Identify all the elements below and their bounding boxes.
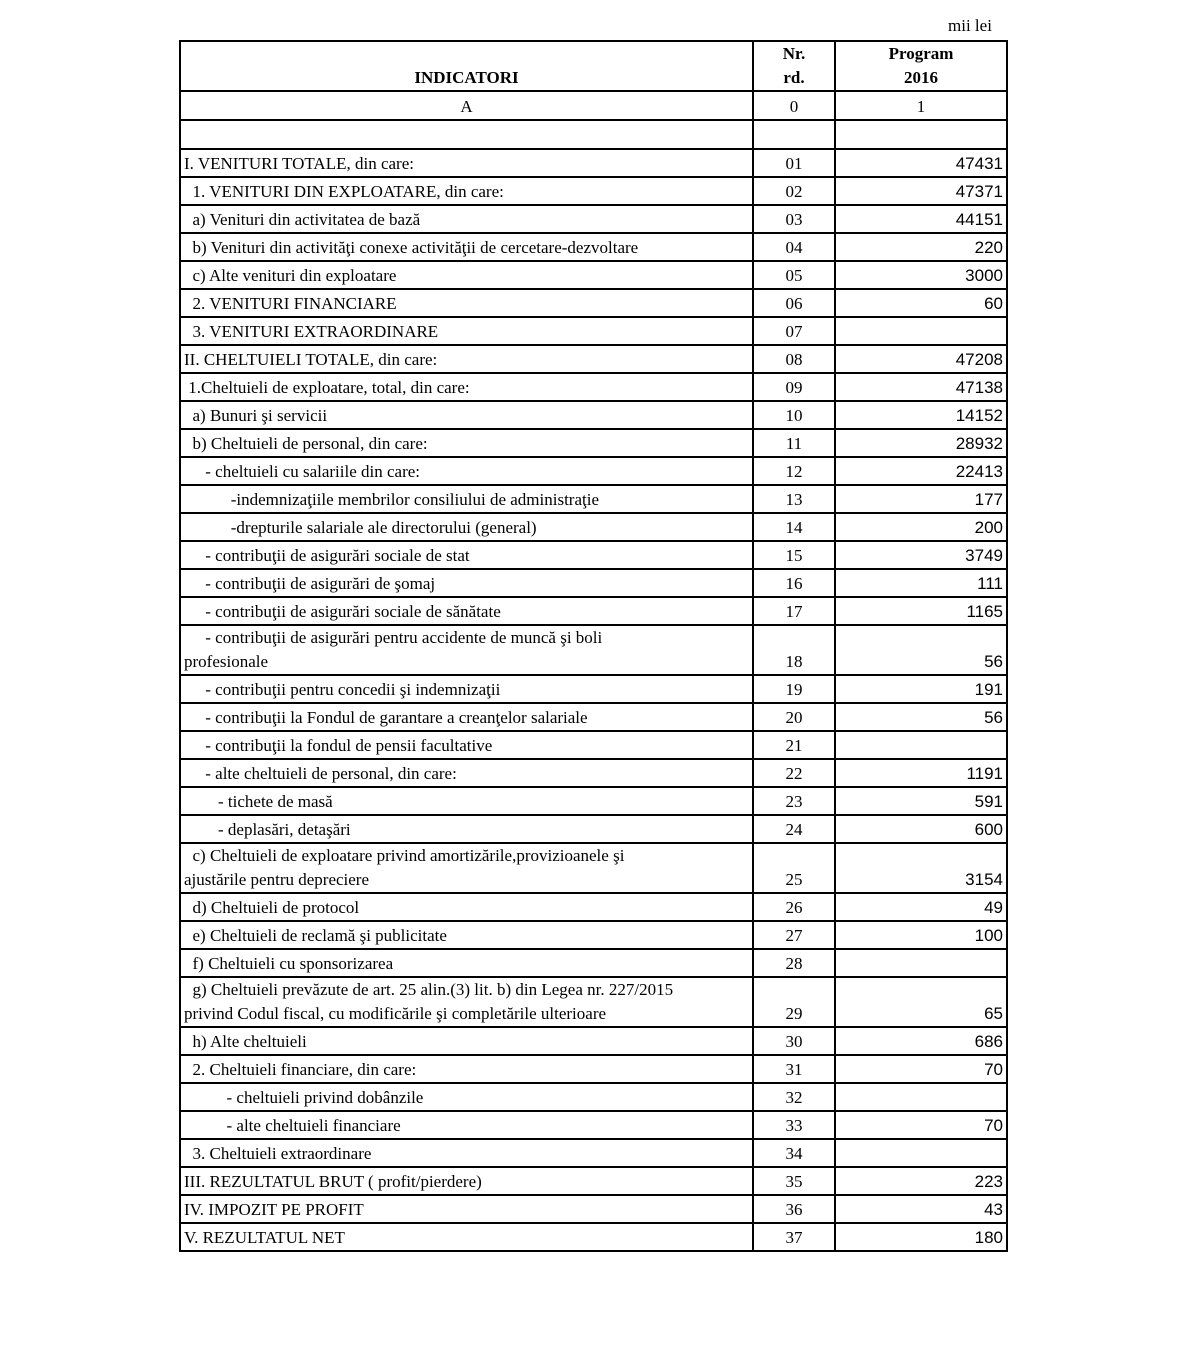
indicator-label: - contribuţii de asigurări de şomaj — [180, 569, 753, 597]
header-nr-line2: rd. — [783, 68, 805, 87]
indicator-label: a) Venituri din activitatea de bază — [180, 205, 753, 233]
table-row — [180, 1167, 1007, 1195]
indicator-label: - contribuţii la Fondul de garantare a creanţelor salariale — [180, 703, 753, 731]
indicator-label: III. REZULTATUL BRUT ( profit/pierdere) — [180, 1167, 753, 1195]
program-value: 28932 — [835, 429, 1007, 457]
table-row — [180, 205, 1007, 233]
indicator-label: V. REZULTATUL NET — [180, 1223, 753, 1251]
table-row — [180, 401, 1007, 429]
row-number: 29 — [753, 977, 835, 1027]
indicator-label: - tichete de masă — [180, 787, 753, 815]
row-number: 22 — [753, 759, 835, 787]
table-row — [180, 921, 1007, 949]
program-value: 22413 — [835, 457, 1007, 485]
indicator-label: IV. IMPOZIT PE PROFIT — [180, 1195, 753, 1223]
blank-cell — [180, 120, 753, 149]
blank-row — [180, 120, 1007, 149]
column-index-0: 0 — [753, 91, 835, 120]
table-row — [180, 289, 1007, 317]
indicator-label: -indemnizaţiile membrilor consiliului de administraţie — [180, 485, 753, 513]
row-number: 20 — [753, 703, 835, 731]
row-number: 02 — [753, 177, 835, 205]
table-row — [180, 149, 1007, 177]
table-row — [180, 731, 1007, 759]
table-row — [180, 429, 1007, 457]
table-row — [180, 177, 1007, 205]
table-row — [180, 373, 1007, 401]
blank-cell — [835, 120, 1007, 149]
header-nr-rd — [753, 41, 835, 91]
table-row — [180, 513, 1007, 541]
row-number: 11 — [753, 429, 835, 457]
program-value: 111 — [835, 569, 1007, 597]
row-number: 08 — [753, 345, 835, 373]
table-row — [180, 317, 1007, 345]
table-row — [180, 815, 1007, 843]
row-number: 23 — [753, 787, 835, 815]
indicator-label: a) Bunuri şi servicii — [180, 401, 753, 429]
row-number: 07 — [753, 317, 835, 345]
table-row — [180, 569, 1007, 597]
indicator-label: -drepturile salariale ale directorului (general) — [180, 513, 753, 541]
table-row — [180, 625, 1007, 675]
indicator-label: 3. VENITURI EXTRAORDINARE — [180, 317, 753, 345]
table-row — [180, 675, 1007, 703]
row-number: 12 — [753, 457, 835, 485]
table-row — [180, 1223, 1007, 1251]
row-number: 17 — [753, 597, 835, 625]
program-value: 60 — [835, 289, 1007, 317]
row-number: 32 — [753, 1083, 835, 1111]
indicator-label: b) Venituri din activităţi conexe activităţii de cercetare-dezvoltare — [180, 233, 753, 261]
program-value: 47208 — [835, 345, 1007, 373]
table-row — [180, 457, 1007, 485]
program-value: 47138 — [835, 373, 1007, 401]
row-number: 16 — [753, 569, 835, 597]
program-value: 47371 — [835, 177, 1007, 205]
table-row — [180, 893, 1007, 921]
program-value — [835, 317, 1007, 345]
table-row — [180, 233, 1007, 261]
table-row — [180, 485, 1007, 513]
row-number: 21 — [753, 731, 835, 759]
indicator-label: - contribuţii de asigurări sociale de sănătate — [180, 597, 753, 625]
row-number: 24 — [753, 815, 835, 843]
row-number: 31 — [753, 1055, 835, 1083]
indicator-label: 2. VENITURI FINANCIARE — [180, 289, 753, 317]
indicator-label: 1. VENITURI DIN EXPLOATARE, din care: — [180, 177, 753, 205]
table-row — [180, 1195, 1007, 1223]
indicator-label: - contribuţii de asigurări pentru accidente de muncă şi boli profesionale — [180, 625, 753, 675]
column-index-1: 1 — [835, 91, 1007, 120]
table-row — [180, 1055, 1007, 1083]
row-number: 18 — [753, 625, 835, 675]
table-row — [180, 703, 1007, 731]
row-number: 33 — [753, 1111, 835, 1139]
table-row — [180, 345, 1007, 373]
table-row — [180, 1027, 1007, 1055]
indicator-label: c) Alte venituri din exploatare — [180, 261, 753, 289]
table-row — [180, 977, 1007, 1027]
header-nr-line1: Nr. — [782, 44, 806, 63]
header-program — [835, 41, 1007, 91]
program-value: 1191 — [835, 759, 1007, 787]
unit-label: mii lei — [948, 16, 992, 35]
program-value: 65 — [835, 977, 1007, 1027]
row-number: 01 — [753, 149, 835, 177]
header-indicatori: INDICATORI — [180, 41, 753, 91]
program-value: 3000 — [835, 261, 1007, 289]
row-number: 26 — [753, 893, 835, 921]
row-number: 25 — [753, 843, 835, 893]
table-row — [180, 541, 1007, 569]
row-number: 15 — [753, 541, 835, 569]
table-body — [180, 149, 1007, 1251]
table-row — [180, 843, 1007, 893]
row-number: 30 — [753, 1027, 835, 1055]
indicator-label: I. VENITURI TOTALE, din care: — [180, 149, 753, 177]
program-value: 43 — [835, 1195, 1007, 1223]
program-value: 180 — [835, 1223, 1007, 1251]
indicator-label: e) Cheltuieli de reclamă şi publicitate — [180, 921, 753, 949]
table-row — [180, 597, 1007, 625]
table-row — [180, 759, 1007, 787]
indicator-label: g) Cheltuieli prevăzute de art. 25 alin.(3) lit. b) din Legea nr. 227/2015 privind Codul fiscal, cu modificările şi completările ulterioare — [180, 977, 753, 1027]
row-number: 09 — [753, 373, 835, 401]
row-number: 06 — [753, 289, 835, 317]
program-value: 70 — [835, 1111, 1007, 1139]
indicator-label: c) Cheltuieli de exploatare privind amortizările,provizioanele şi ajustările pentru depreciere — [180, 843, 753, 893]
program-value — [835, 1139, 1007, 1167]
indicator-label: 1.Cheltuieli de exploatare, total, din care: — [180, 373, 753, 401]
row-number: 05 — [753, 261, 835, 289]
table-row — [180, 1139, 1007, 1167]
program-value: 3749 — [835, 541, 1007, 569]
row-number: 27 — [753, 921, 835, 949]
program-value: 600 — [835, 815, 1007, 843]
program-value — [835, 1083, 1007, 1111]
indicator-label: - cheltuieli cu salariile din care: — [180, 457, 753, 485]
indicator-label: - alte cheltuieli financiare — [180, 1111, 753, 1139]
table-row — [180, 787, 1007, 815]
indicator-label: II. CHELTUIELI TOTALE, din care: — [180, 345, 753, 373]
indicator-label: - alte cheltuieli de personal, din care: — [180, 759, 753, 787]
program-value: 14152 — [835, 401, 1007, 429]
program-value: 100 — [835, 921, 1007, 949]
row-number: 13 — [753, 485, 835, 513]
program-value: 56 — [835, 625, 1007, 675]
table-row — [180, 1083, 1007, 1111]
row-number: 10 — [753, 401, 835, 429]
indicator-label: - deplasări, detaşări — [180, 815, 753, 843]
row-number: 03 — [753, 205, 835, 233]
table-row — [180, 949, 1007, 977]
program-value: 591 — [835, 787, 1007, 815]
indicator-label: d) Cheltuieli de protocol — [180, 893, 753, 921]
program-value — [835, 949, 1007, 977]
indicator-label: - contribuţii de asigurări sociale de stat — [180, 541, 753, 569]
program-value: 686 — [835, 1027, 1007, 1055]
budget-table — [179, 40, 1008, 1252]
program-value: 47431 — [835, 149, 1007, 177]
header-program-line1: Program — [888, 44, 954, 63]
program-value: 70 — [835, 1055, 1007, 1083]
indicator-label: 2. Cheltuieli financiare, din care: — [180, 1055, 753, 1083]
blank-cell — [753, 120, 835, 149]
program-value: 1165 — [835, 597, 1007, 625]
row-number: 34 — [753, 1139, 835, 1167]
program-value: 44151 — [835, 205, 1007, 233]
program-value: 49 — [835, 893, 1007, 921]
indicator-label: - cheltuieli privind dobânzile — [180, 1083, 753, 1111]
program-value: 191 — [835, 675, 1007, 703]
program-value: 223 — [835, 1167, 1007, 1195]
row-number: 36 — [753, 1195, 835, 1223]
table-row — [180, 261, 1007, 289]
program-value: 3154 — [835, 843, 1007, 893]
indicator-label: b) Cheltuieli de personal, din care: — [180, 429, 753, 457]
program-value: 200 — [835, 513, 1007, 541]
indicator-label: - contribuţii la fondul de pensii facultative — [180, 731, 753, 759]
column-index-a: A — [180, 91, 753, 120]
program-value: 220 — [835, 233, 1007, 261]
row-number: 37 — [753, 1223, 835, 1251]
header-program-line2: 2016 — [904, 68, 938, 87]
program-value — [835, 731, 1007, 759]
header-row — [180, 41, 1007, 91]
indicator-label: h) Alte cheltuieli — [180, 1027, 753, 1055]
indicator-label: 3. Cheltuieli extraordinare — [180, 1139, 753, 1167]
row-number: 28 — [753, 949, 835, 977]
row-number: 35 — [753, 1167, 835, 1195]
indicator-label: f) Cheltuieli cu sponsorizarea — [180, 949, 753, 977]
row-number: 19 — [753, 675, 835, 703]
program-value: 177 — [835, 485, 1007, 513]
row-number: 04 — [753, 233, 835, 261]
program-value: 56 — [835, 703, 1007, 731]
column-index-row — [180, 91, 1007, 120]
row-number: 14 — [753, 513, 835, 541]
indicator-label: - contribuţii pentru concedii şi indemnizaţii — [180, 675, 753, 703]
table-row — [180, 1111, 1007, 1139]
